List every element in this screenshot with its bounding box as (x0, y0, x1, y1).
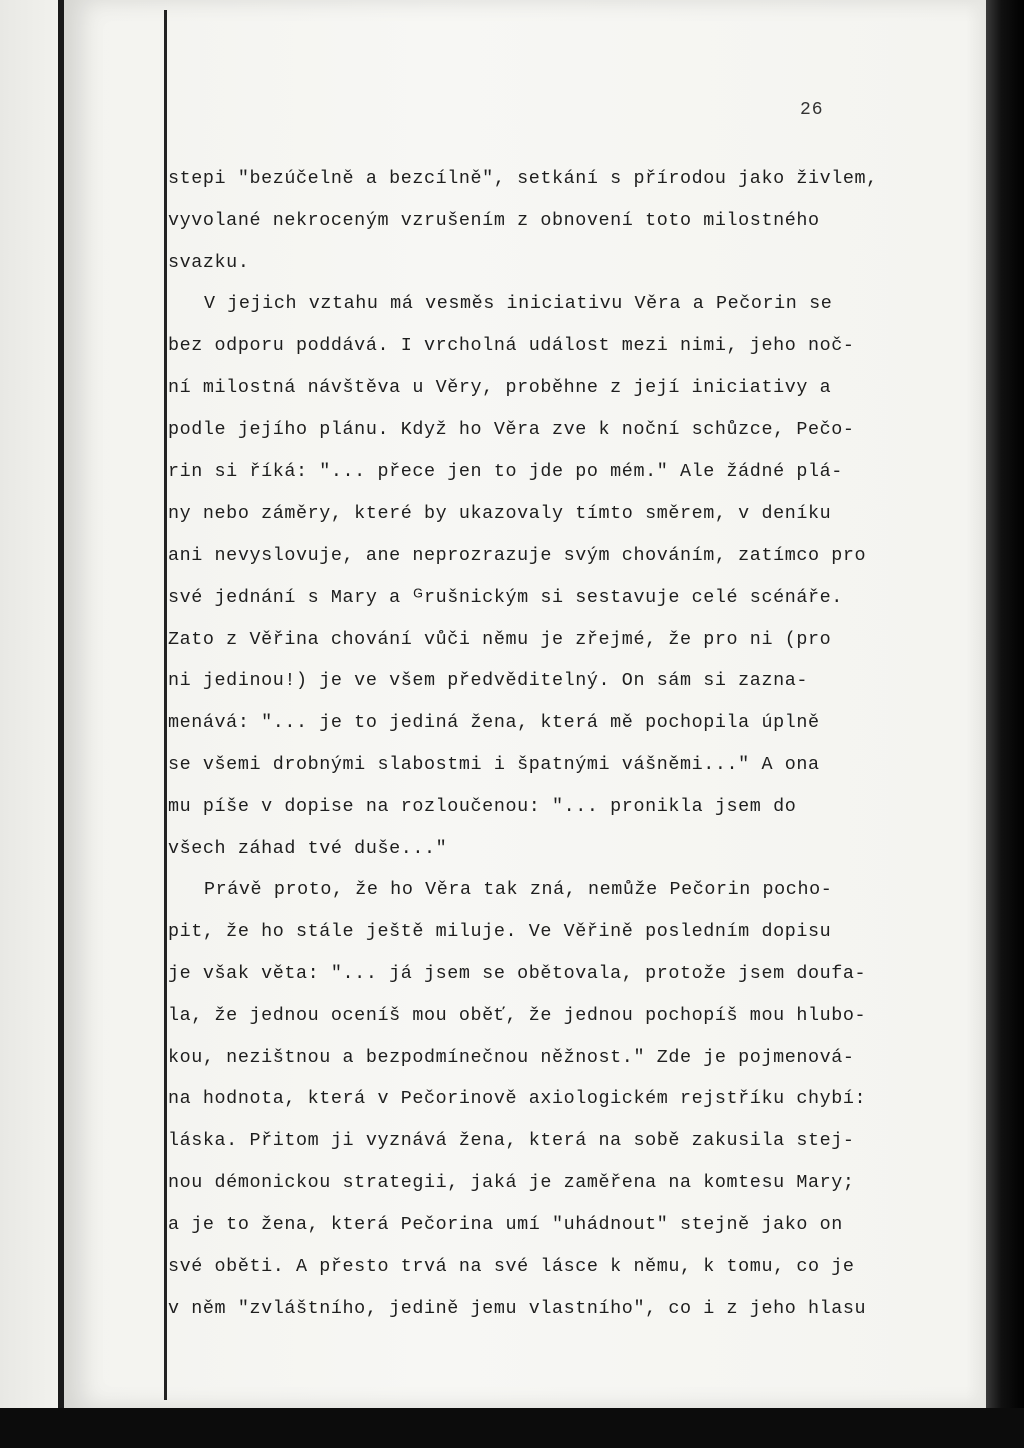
text-line: nou démonickou strategii, jaká je zaměřena na komtesu Mary; (168, 1172, 855, 1193)
text-line: ní milostná návštěva u Věry, proběhne z její iniciativy a (168, 377, 832, 398)
binding-spine (58, 0, 64, 1448)
text-line: pit, že ho stále ještě miluje. Ve Věřině posledním dopisu (168, 921, 832, 942)
text-line: ni jedinou!) je ve všem předvěditelný. On sám si zazna- (168, 670, 808, 691)
text-line: V jejich vztahu má vesměs iniciativu Věra a Pečorin se (204, 293, 833, 314)
margin-rule (164, 10, 167, 1400)
text-line: vyvolané nekroceným vzrušením z obnovení toto milostného (168, 210, 820, 231)
page-edge-shadow (966, 0, 986, 1408)
scan-left-margin (0, 0, 60, 1448)
text-line: všech záhad tvé duše..." (168, 838, 448, 859)
text-line: stepi "bezúčelně a bezcílně", setkání s přírodou jako živlem, (168, 168, 878, 189)
page-number: 26 (800, 100, 824, 120)
text-line: kou, nezištnou a bezpodmínečnou něžnost." Zde je pojmenová- (168, 1047, 855, 1068)
text-line: menává: "... je to jediná žena, která mě pochopila úplně (168, 712, 820, 733)
text-line: svazku. (168, 252, 250, 273)
text-line: své oběti. A přesto trvá na své lásce k němu, k tomu, co je (168, 1256, 855, 1277)
text-line: Právě proto, že ho Věra tak zná, nemůže Pečorin pocho- (204, 879, 833, 900)
text-line: v něm "zvláštního, jedině jemu vlastního", co i z jeho hlasu (168, 1298, 867, 1319)
text-line: ani nevyslovuje, ane neprozrazuje svým chováním, zatímco pro (168, 545, 867, 566)
scan-right-border (986, 0, 1024, 1448)
scan-bottom-border (0, 1408, 1024, 1448)
text-line: podle jejího plánu. Když ho Věra zve k noční schůzce, Pečo- (168, 419, 855, 440)
text-line: a je to žena, která Pečorina umí "uhádnout" stejně jako on (168, 1214, 843, 1235)
text-line: rin si říká: "... přece jen to jde po mém." Ale žádné plá- (168, 461, 843, 482)
text-line: láska. Přitom ji vyznává žena, která na sobě zakusila stej- (168, 1130, 855, 1151)
text-line: na hodnota, která v Pečorinově axiologickém rejstříku chybí: (168, 1088, 867, 1109)
text-line: ny nebo záměry, které by ukazovaly tímto směrem, v deníku (168, 503, 832, 524)
text-line: své jednání s Mary a ᴳrušnickým si sestavuje celé scénáře. (168, 587, 843, 608)
text-line: mu píše v dopise na rozloučenou: "... pronikla jsem do (168, 796, 797, 817)
text-line: la, že jednou oceníš mou oběť, že jednou pochopíš mou hlubo- (168, 1005, 867, 1026)
text-line: je však věta: "... já jsem se obětovala, protože jsem doufa- (168, 963, 867, 984)
text-line: Zato z Věřina chování vůči němu je zřejmé, že pro ni (pro (168, 629, 832, 650)
text-line: bez odporu poddává. I vrcholná událost mezi nimi, jeho noč- (168, 335, 855, 356)
text-line: se všemi drobnými slabostmi i špatnými vášněmi..." A ona (168, 754, 820, 775)
